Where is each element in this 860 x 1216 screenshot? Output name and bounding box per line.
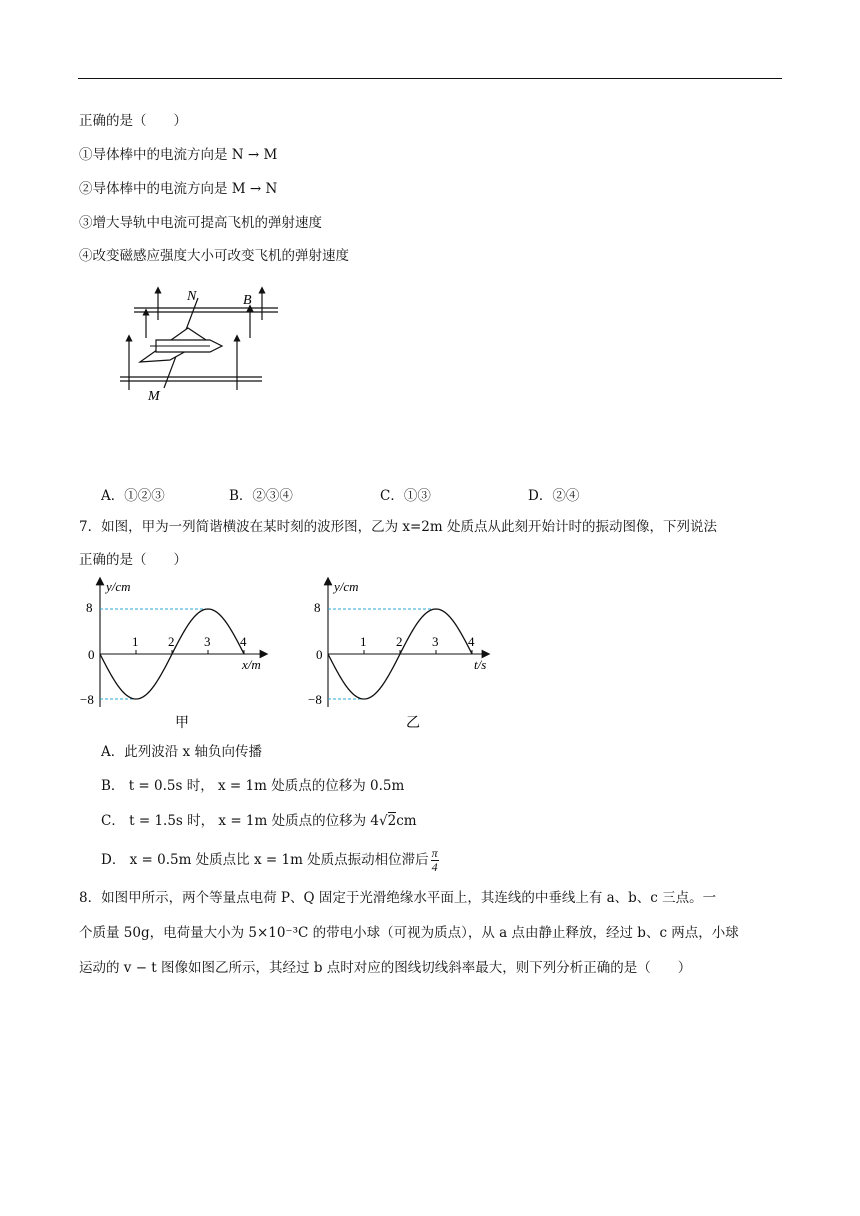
x-tick-label: 2 [168,634,175,649]
q7-option-c-radicand: 2 [387,813,397,829]
x-tick-label: 2 [396,634,403,649]
q8-stem-line1: 8．如图甲所示，两个等量点电荷 P、Q 固定于光滑绝缘水平面上，其连线的中垂线上有 a、b、c 三点。一 [79,890,717,906]
q7-option-a[interactable]: A．此列波沿 x 轴负向传播 [101,744,262,760]
sqrt-sign: √ [379,813,388,829]
x-tick-label: 3 [432,634,439,649]
x-tick-label: 3 [204,634,211,649]
q7-stem-line1: 7．如图，甲为一列简谐横波在某时刻的波形图，乙为 x=2m 处质点从此刻开始计时的振动图像，下列说法 [79,519,717,535]
q6-statement-2: ②导体棒中的电流方向是 M → N [79,181,278,197]
q6-statement-1: ①导体棒中的电流方向是 N → M [79,147,278,163]
graph-caption-jia: 甲 [175,716,189,731]
q8-stem-line2: 个质量 50g，电荷量大小为 5×10⁻³C 的带电小球（可视为质点），从 a 点由静止释放，经过 b、c 两点，小球 [79,925,739,941]
label-B: B [243,293,252,308]
x-tick-label: 4 [240,634,247,649]
y-tick-neg8: −8 [80,692,94,707]
y-tick-8: 8 [86,600,93,615]
q6-option-b[interactable]: B．②③④ [229,488,293,504]
q7-stem-line2: 正确的是（ ） [79,552,187,568]
railgun-figure [110,280,310,410]
q7-option-c[interactable] [101,811,417,831]
x-tick-label: 1 [360,634,367,649]
header-rule [78,78,782,79]
fraction-pi-over-4 [431,847,439,874]
q6-statement-4: ④改变磁感应强度大小可改变飞机的弹射速度 [79,248,349,264]
q6-option-a[interactable]: A．①②③ [101,488,165,504]
q7-option-b[interactable]: B． t = 0.5s 时， x = 1m 处质点的位移为 0.5m [101,778,405,794]
label-N: N [187,289,197,304]
vibration-graph-yi [308,575,518,735]
label-M: M [148,389,160,404]
q7-option-c-unit: cm [396,813,417,829]
graph-caption-yi: 乙 [406,716,420,731]
fraction-denominator: 4 [431,860,438,874]
q6-option-d[interactable]: D．②④ [528,488,580,504]
t-axis-label: t/s [474,657,487,672]
q8-stem-line3: 运动的 v − t 图像如图乙所示，其经过 b 点时对应的图线切线斜率最大，则下列分析正确的是（ ） [79,960,692,976]
q6-tail: 正确的是（ ） [79,113,187,129]
q6-statement-3: ③增大导轨中电流可提高飞机的弹射速度 [79,215,322,231]
x-axis-label: x/m [242,657,261,672]
y-tick-0: 0 [88,647,95,662]
y-tick-8: 8 [314,600,321,615]
y-tick-neg8: −8 [308,692,322,707]
y-tick-0: 0 [316,647,323,662]
wave-graph-jia [80,575,290,735]
x-tick-label: 4 [468,634,475,649]
y-axis-label: y/cm [334,579,359,594]
y-axis-label: y/cm [106,579,131,594]
q7-option-c-text: C． t = 1.5s 时， x = 1m 处质点的位移为 4 [101,813,379,829]
q6-option-c[interactable]: C．①③ [380,488,431,504]
q7-option-d[interactable] [101,844,439,876]
fraction-numerator: π [431,846,438,860]
q7-option-d-text: D． x = 0.5m 处质点比 x = 1m 处质点振动相位滞后 [101,852,429,868]
x-tick-label: 1 [132,634,139,649]
